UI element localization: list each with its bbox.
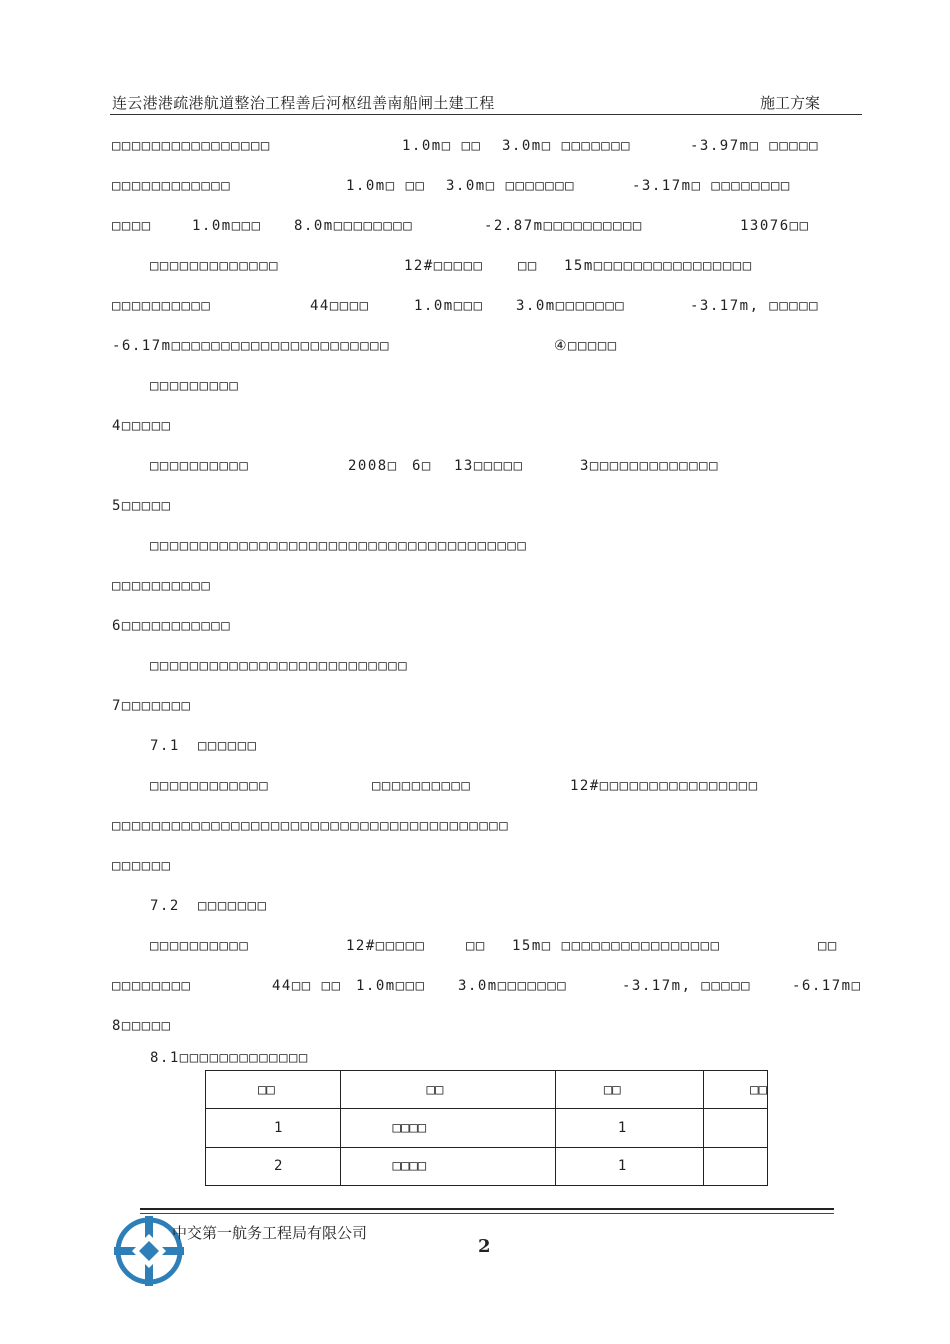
table-cell: □□□□ [340, 1147, 555, 1185]
text-segment: 4□□□□□ [112, 418, 172, 434]
text-segment: 3.0m□ □□□□□□□ [502, 138, 632, 154]
footer-rule [140, 1208, 834, 1210]
header-doc-type: 施工方案 [760, 94, 821, 112]
table-row [206, 1147, 768, 1185]
text-segment: □□□□□□□□□□ [112, 578, 212, 594]
table-cell: 1 [555, 1109, 703, 1147]
text-segment: 7□□□□□□□ [112, 698, 192, 714]
text-segment: 6□□□□□□□□□□□ [112, 618, 232, 634]
text-segment: 13□□□□□ [454, 458, 524, 474]
text-segment: 1.0m□□□ [356, 978, 426, 994]
text-segment: 3.0m□ □□□□□□□ [446, 178, 576, 194]
table-cell: □□□□ [340, 1109, 555, 1147]
table-header-cell: □□ [340, 1071, 555, 1109]
text-segment: -3.97m□ □□□□□ [690, 138, 820, 154]
table-cell [704, 1109, 768, 1147]
text-segment: -3.17m□ □□□□□□□□ [632, 178, 791, 194]
table-header-row [206, 1071, 768, 1109]
table-cell [704, 1147, 768, 1185]
footer-rule-thin [140, 1213, 834, 1214]
text-segment: □□ [818, 938, 838, 954]
text-segment: 1.0m□ □□ [346, 178, 426, 194]
text-segment: □□□□□□□□□□ [112, 298, 212, 314]
text-segment: 15m□□□□□□□□□□□□□□□□ [564, 258, 753, 274]
table-header-cell: □□ [555, 1071, 703, 1109]
text-segment: 7.1 [150, 738, 180, 754]
text-segment: □□□□□□□□□□□□□□□□□□□□□□□□□□ [150, 658, 409, 674]
text-segment: □□□□□□□□□□□□□ [150, 258, 280, 274]
text-segment: □□□□ [112, 218, 152, 234]
table-cell: 2 [206, 1147, 341, 1185]
text-segment: 44□□□□ [310, 298, 370, 314]
table-header-cell: □□ [704, 1071, 768, 1109]
text-segment: 8.1□□□□□□□□□□□□□ [150, 1050, 309, 1066]
text-segment: 7.2 [150, 898, 180, 914]
text-segment: 12#□□□□□ [404, 258, 484, 274]
text-segment: -3.17m, □□□□□ [622, 978, 752, 994]
company-name: 中交第一航务工程局有限公司 [172, 1224, 368, 1242]
header-rule [110, 114, 862, 115]
text-segment: 13076□□ [740, 218, 810, 234]
text-segment: □□□□□□□□□□□□□□□□□□□□□□□□□□□□□□□□□□□□□□□□ [112, 818, 510, 834]
table-row [206, 1109, 768, 1147]
text-segment: □□□□□□□□□□□□□□□□□□□□□□□□□□□□□□□□□□□□□□ [150, 538, 528, 554]
text-segment: □□□□□□ [112, 858, 172, 874]
text-segment: □□ [518, 258, 538, 274]
text-segment: □□ [466, 938, 486, 954]
text-segment: 3.0m□□□□□□□ [458, 978, 568, 994]
text-segment: ④□□□□□ [554, 338, 618, 354]
text-segment: 8□□□□□ [112, 1018, 172, 1034]
page-number: 2 [478, 1236, 491, 1257]
text-segment: □□□□□□□□ [112, 978, 192, 994]
text-segment: -3.17m, □□□□□ [690, 298, 820, 314]
text-segment: 2008□ [348, 458, 398, 474]
text-segment: □□□□□□□□□ [150, 378, 240, 394]
text-segment: 6□ [412, 458, 432, 474]
table-header-cell: □□ [206, 1071, 341, 1109]
text-segment: □□□□□□□□□□□□ [112, 178, 232, 194]
text-segment: □□□□□□□□□□ [150, 458, 250, 474]
text-segment: 44□□ □□ [272, 978, 342, 994]
text-segment: 3□□□□□□□□□□□□□ [580, 458, 720, 474]
text-segment: 15m□ □□□□□□□□□□□□□□□□ [512, 938, 721, 954]
text-segment: □□□□□□□ [198, 898, 268, 914]
table-cell: 1 [206, 1109, 341, 1147]
text-segment: 3.0m□□□□□□□ [516, 298, 626, 314]
text-segment: -6.17m□□□□□□□□□□□□□□□□□□□□□□ [112, 338, 391, 354]
text-segment: □□□□□□□□□□□□□□□□ [112, 138, 271, 154]
table-cell: 1 [555, 1147, 703, 1185]
text-segment: 8.0m□□□□□□□□ [294, 218, 414, 234]
text-segment: 5□□□□□ [112, 498, 172, 514]
equipment-table [205, 1070, 768, 1186]
text-segment: □□□□□□ [198, 738, 258, 754]
text-segment: -6.17m□ [792, 978, 862, 994]
header-title: 连云港港疏港航道整治工程善后河枢纽善南船闸土建工程 [112, 94, 495, 112]
text-segment: □□□□□□□□□□ [150, 938, 250, 954]
text-segment: □□□□□□□□□□ [372, 778, 472, 794]
text-segment: 1.0m□□□ [414, 298, 484, 314]
text-segment: 1.0m□□□ [192, 218, 262, 234]
text-segment: 12#□□□□□ [346, 938, 426, 954]
text-segment: 12#□□□□□□□□□□□□□□□□ [570, 778, 759, 794]
text-segment: □□□□□□□□□□□□ [150, 778, 270, 794]
text-segment: 1.0m□ □□ [402, 138, 482, 154]
text-segment: -2.87m□□□□□□□□□□ [484, 218, 643, 234]
